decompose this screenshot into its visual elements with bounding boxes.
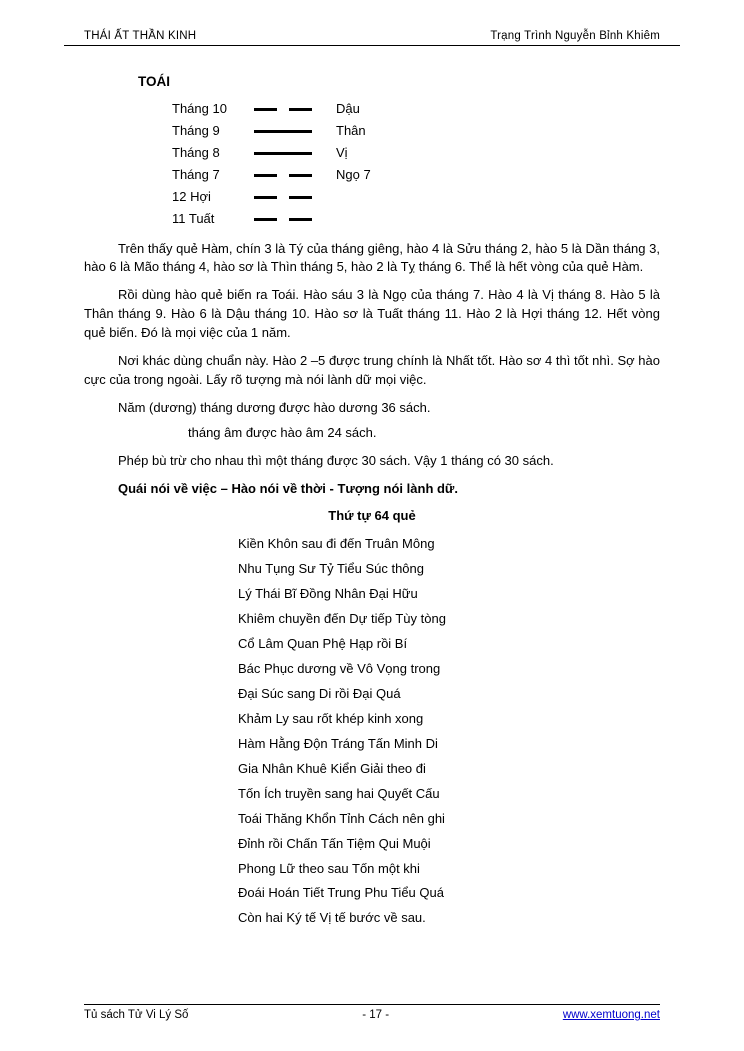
table-row [172, 99, 371, 121]
trigram-label: Tháng 8 [172, 145, 220, 161]
trigram-branch-label: Dậu [336, 101, 360, 117]
table-row [172, 143, 371, 165]
section-title: TOÁI [138, 74, 171, 89]
paragraph-5: Phép bù trừ cho nhau thì một tháng được 30 sách. Vậy 1 tháng có 30 sách. [118, 453, 554, 469]
verse-line: Tốn Ích truyền sang hai Quyết Cấu [238, 785, 440, 801]
page-content [64, 46, 680, 931]
header-left-text: THÁI ẤT THẦN KINH [84, 30, 197, 42]
trigram-broken-line-icon [254, 209, 336, 231]
verse-line: Kiền Khôn sau đi đến Truân Mông [238, 536, 435, 552]
page-header [64, 30, 680, 46]
verse-line: Nhu Tụng Sư Tỷ Tiểu Súc thông [238, 561, 424, 577]
verse-line: Đỉnh rồi Chấn Tấn Tiệm Qui Muội [238, 835, 431, 851]
trigram-label: Tháng 7 [172, 167, 220, 183]
footer-website-link[interactable] [563, 1009, 660, 1021]
verse-line: Cổ Lâm Quan Phệ Hạp rồi Bí [238, 635, 408, 651]
trigram-branch-label: Ngọ 7 [336, 167, 371, 183]
trigram-label: Tháng 9 [172, 123, 220, 139]
table-row [172, 209, 371, 231]
trigram-broken-line-icon [254, 165, 336, 187]
page-footer [84, 1004, 660, 1021]
trigram-label: Tháng 10 [172, 101, 227, 117]
trigram-branch-label: Thân [336, 123, 366, 139]
trigram-label: 11 Tuất [172, 211, 215, 227]
trigram-branch-label [336, 187, 371, 209]
paragraph-2: Rồi dùng hào quẻ biến ra Toái. Hào sáu 3 là Ngọ của tháng 7. Hào 4 là Vị tháng 8. Hào 5 là Thân tháng 9. Hào 6 là Dậu tháng 10. Hào sơ là Tuất tháng 11. Hào 2 là Hợi tháng 12. Hết vòng quẻ biến. Đó là mọi việc của 1 năm. [84, 287, 660, 341]
paragraph-1: Trên thấy quẻ Hàm, chín 3 là Tý của tháng giêng, hào 4 là Sửu tháng 2, hào 5 là Dần tháng 3, hào 6 là Mão tháng 4, hào sơ là Thìn tháng 5, hào 2 là Tỵ tháng 6. Thể là hết vòng của quẻ Hàm. [84, 240, 660, 275]
table-row [172, 187, 371, 209]
trigram-branch-label [336, 209, 371, 231]
verse-line: Hàm Hằng Độn Tráng Tấn Minh Di [238, 735, 438, 751]
indented-line: tháng âm được hào âm 24 sách. [188, 425, 377, 441]
trigram-solid-line-icon [254, 121, 336, 143]
verse-line: Đại Súc sang Di rồi Đại Quá [238, 685, 401, 701]
paragraph-3: Nơi khác dùng chuẩn này. Hào 2 –5 được trung chính là Nhất tốt. Hào sơ 4 thì tốt nhì. Sợ hào cực của trong ngoài. Lấy rõ tượng mà nói lành dữ mọi việc. [84, 353, 660, 388]
footer-left-text: Tủ sách Tử Vi Lý Số [84, 1009, 189, 1021]
verse-line: Lý Thái Bĩ Đồng Nhân Đại Hữu [238, 586, 418, 602]
verse-line: Toái Thăng Khổn Tỉnh Cách nên ghi [238, 810, 445, 826]
trigram-broken-line-icon [254, 187, 336, 209]
trigram-label: 12 Hợi [172, 189, 211, 205]
emphasis-line: Quái nói về việc – Hào nói về thời - Tượng nói lành dữ. [118, 481, 458, 497]
table-row [172, 165, 371, 187]
verse-heading: Thứ tự 64 quẻ [328, 508, 416, 524]
verse-line: Phong Lữ theo sau Tốn một khi [238, 860, 420, 876]
trigram-solid-line-icon [254, 143, 336, 165]
verse-line: Khiêm chuyền đến Dự tiếp Tùy tòng [238, 611, 446, 626]
verse-line: Bác Phục dương về Vô Vọng trong [238, 660, 441, 676]
table-row [172, 121, 371, 143]
paragraph-4: Năm (dương) tháng dương được hào dương 36 sách. [118, 400, 431, 416]
trigram-diagram-table [172, 99, 371, 231]
verse-line: Khảm Ly sau rốt khép kinh xong [238, 710, 424, 726]
trigram-branch-label: Vị [336, 145, 348, 161]
verse-block [238, 532, 660, 931]
header-right-text: Trạng Trình Nguyễn Bỉnh Khiêm [490, 30, 660, 42]
verse-line: Gia Nhân Khuê Kiển Giải theo đi [238, 760, 426, 776]
page-number: - 17 - [362, 1009, 390, 1021]
verse-line: Đoái Hoán Tiết Trung Phu Tiểu Quá [238, 885, 444, 901]
website-link-text[interactable]: www.xemtuong.net [562, 1009, 660, 1021]
verse-line: Còn hai Ký tế Vị tế bước về sau. [238, 910, 426, 926]
trigram-broken-line-icon [254, 99, 336, 121]
